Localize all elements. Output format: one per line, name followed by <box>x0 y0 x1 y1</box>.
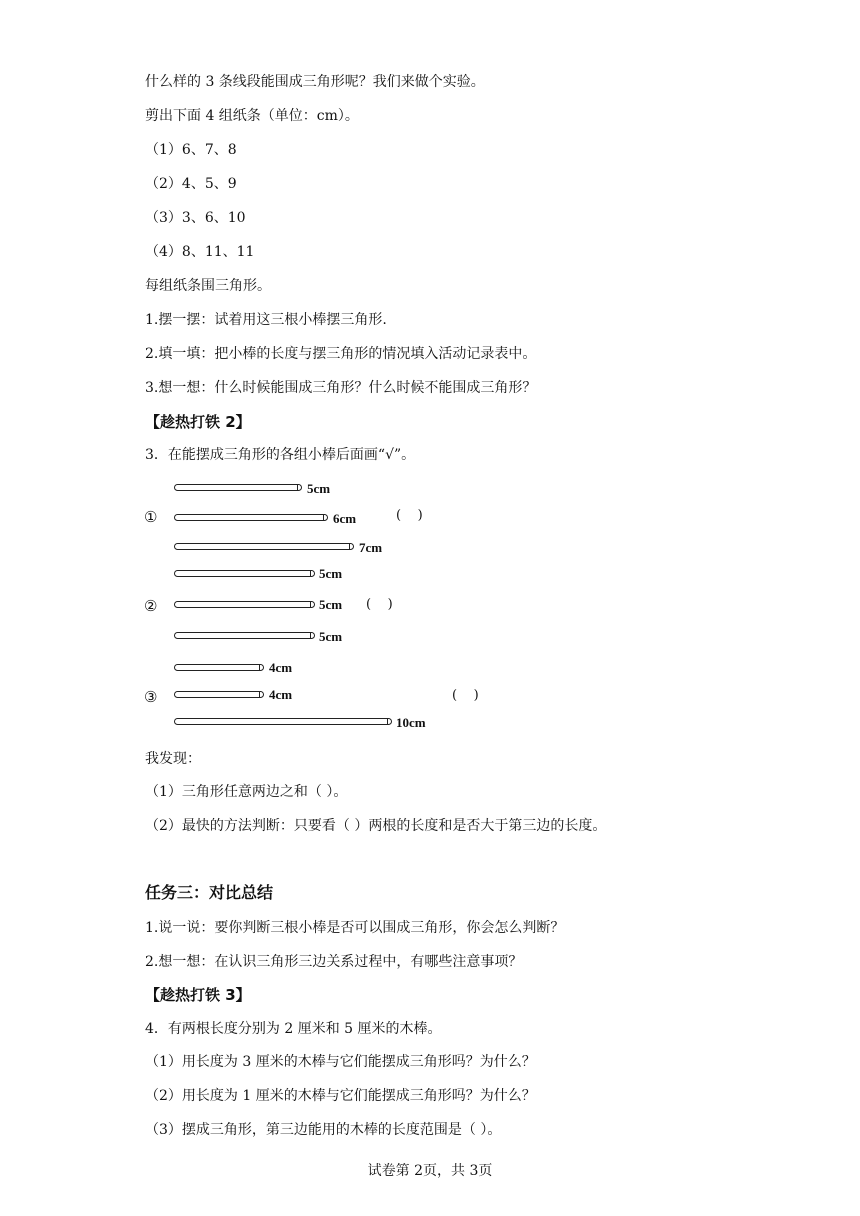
found-item-2: （2）最快的方法判断：只要看（ ）两根的长度和是否大于第三边的长度。 <box>145 818 607 834</box>
stick-1-2 <box>174 514 328 521</box>
stick-label-3-3: 10cm <box>396 715 426 730</box>
stick-2-2 <box>174 601 315 608</box>
intro-question: 什么样的 3 条线段能围成三角形呢？我们来做个实验。 <box>145 74 485 90</box>
practice3-item-2: （2）用长度为 1 厘米的木棒与它们能摆成三角形吗？为什么？ <box>145 1088 536 1104</box>
practice3-item-1: （1）用长度为 3 厘米的木棒与它们能摆成三角形吗？为什么？ <box>145 1054 536 1070</box>
group-3: （3）3、6、10 <box>145 210 246 226</box>
step-3: 3.想一想：什么时候能围成三角形？什么时候不能围成三角形？ <box>145 380 537 396</box>
task3-title: 任务三：对比总结 <box>145 883 274 902</box>
step-2: 2.填一填：把小棒的长度与摆三角形的情况填入活动记录表中。 <box>145 346 537 362</box>
stick-label-1-1: 5cm <box>307 481 331 496</box>
set-label-3: ③ <box>144 688 158 706</box>
practice3-title: 【趁热打铁 3】 <box>145 986 251 1004</box>
set-label-2: ② <box>144 597 158 615</box>
task3-item-2: 2.想一想：在认识三角形三边关系过程中，有哪些注意事项？ <box>145 954 523 970</box>
group-2: （2）4、5、9 <box>145 176 237 192</box>
stick-label-2-1: 5cm <box>319 566 343 581</box>
group-4: （4）8、11、11 <box>145 244 255 260</box>
stick-3-3 <box>174 718 392 725</box>
stick-label-1-3: 7cm <box>359 540 383 555</box>
found-item-1: （1）三角形任意两边之和（ ）。 <box>145 784 348 800</box>
set-label-1: ① <box>144 508 158 526</box>
answer-blank-1[interactable]: ( ) <box>396 508 423 523</box>
answer-blank-3[interactable]: ( ) <box>452 688 479 703</box>
stick-label-2-3: 5cm <box>319 629 343 644</box>
stick-3-1 <box>174 664 264 671</box>
stick-2-3 <box>174 632 315 639</box>
practice2-question: 3．在能摆成三角形的各组小棒后面画“√”。 <box>145 447 416 463</box>
stick-1-3 <box>174 543 354 550</box>
page-footer: 试卷第 2页，共 3页 <box>367 1163 493 1179</box>
stick-label-3-2: 4cm <box>269 687 293 702</box>
practice3-item-3: （3）摆成三角形，第三边能用的木棒的长度范围是（ ）。 <box>145 1122 502 1138</box>
stick-3-2 <box>174 691 264 698</box>
stick-label-3-1: 4cm <box>269 660 293 675</box>
practice2-title: 【趁热打铁 2】 <box>145 413 251 431</box>
found-label: 我发现： <box>145 751 201 767</box>
stick-2-1 <box>174 570 315 577</box>
group-1: （1）6、7、8 <box>145 142 237 158</box>
step-1: 1.摆一摆：试着用这三根小棒摆三角形. <box>145 312 387 328</box>
intro-cut: 剪出下面 4 组纸条（单位：cm）。 <box>145 108 359 124</box>
practice3-question: 4．有两根长度分别为 2 厘米和 5 厘米的木棒。 <box>145 1021 442 1037</box>
task3-item-1: 1.说一说：要你判断三根小棒是否可以围成三角形，你会怎么判断？ <box>145 920 565 936</box>
stick-label-1-2: 6cm <box>333 511 357 526</box>
intro-each: 每组纸条围三角形。 <box>145 278 271 294</box>
stick-label-2-2: 5cm <box>319 597 343 612</box>
stick-1-1 <box>174 484 302 491</box>
answer-blank-2[interactable]: ( ) <box>366 597 393 612</box>
